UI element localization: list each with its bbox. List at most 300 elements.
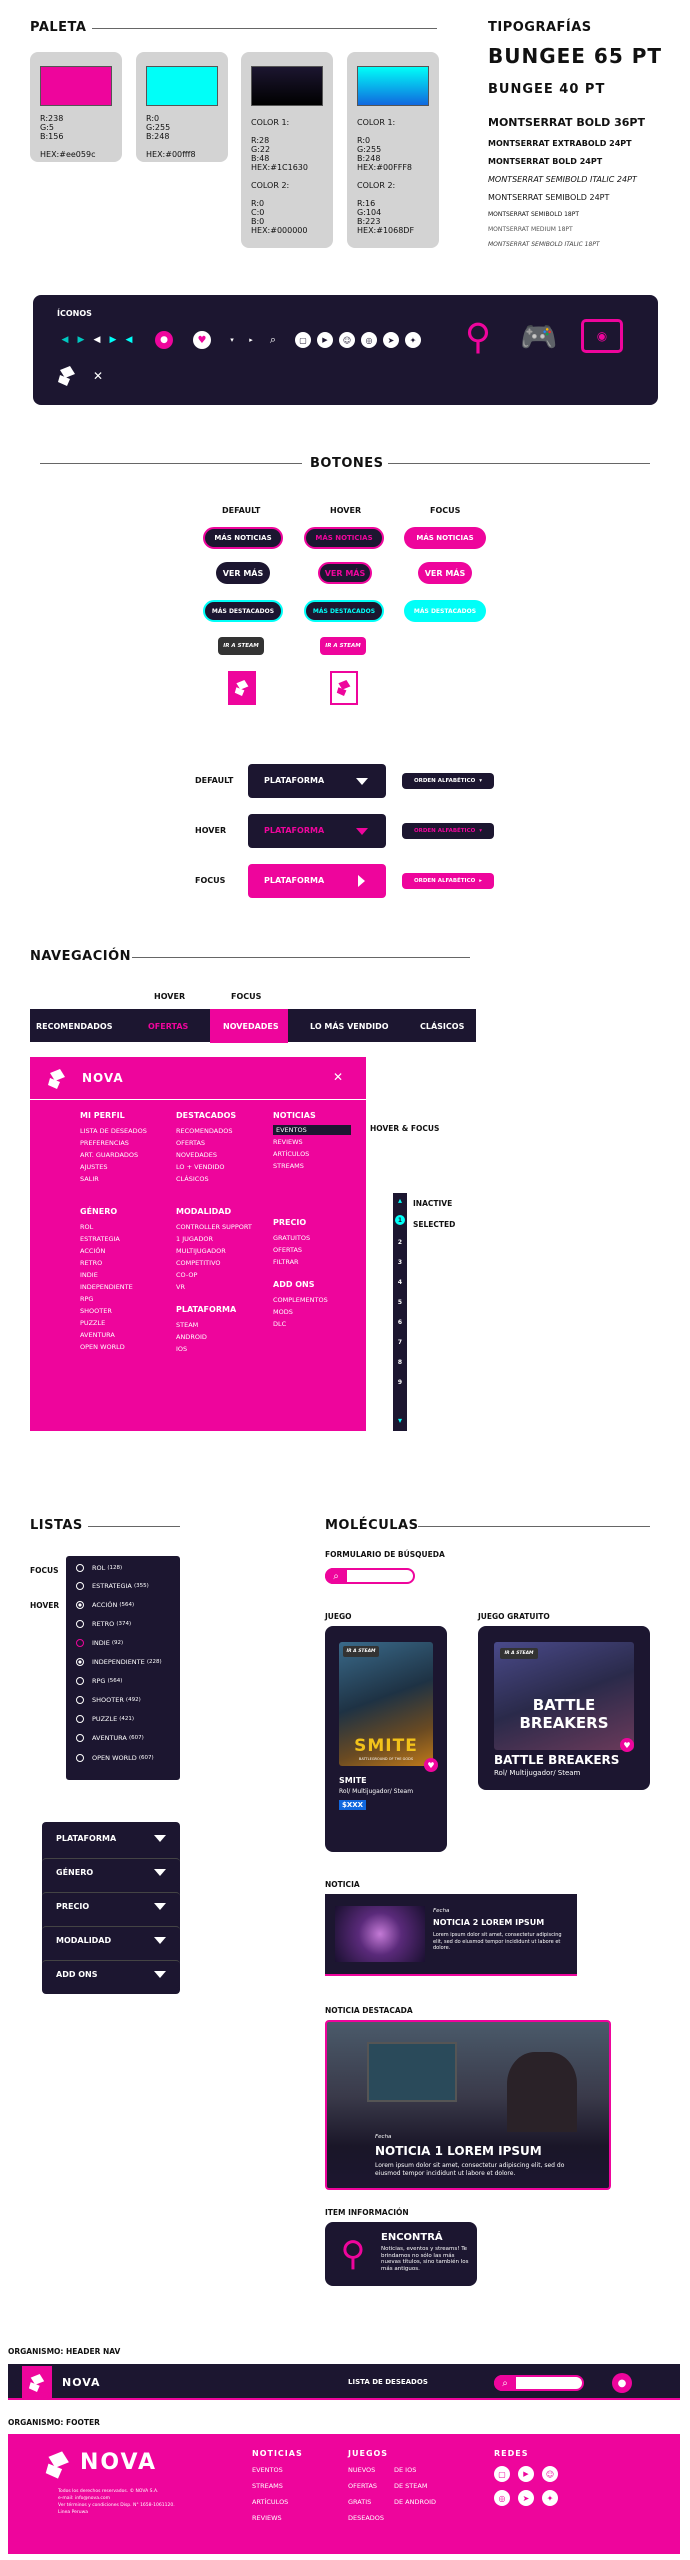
page-selected[interactable]: 1 [395, 1215, 405, 1225]
logo-button[interactable] [228, 671, 256, 705]
menu-link[interactable]: ART. GUARDADOS [80, 1151, 139, 1159]
menu-link[interactable]: SALIR [80, 1175, 99, 1183]
footer-heading: NOTICIAS [252, 2449, 303, 2458]
info-item-title: ENCONTRÁ [381, 2232, 443, 2243]
menu-link[interactable]: OFERTAS [273, 1246, 303, 1254]
platform-select-label: PLATAFORMA [264, 776, 325, 785]
swatch-gradient [347, 52, 439, 248]
state-label: FOCUS [430, 506, 461, 515]
color-chip [40, 66, 112, 106]
menu-link[interactable]: MULTIJUGADOR [176, 1247, 226, 1255]
free-game-card[interactable] [478, 1626, 650, 1790]
wishlist-heart-icon[interactable]: ♥ [620, 1738, 634, 1752]
footer-column-games [348, 2446, 388, 2526]
telegram-icon[interactable]: ➤ [383, 332, 399, 348]
divider [88, 1526, 180, 1527]
filter-label: ADD ONS [56, 1970, 98, 1979]
search-form[interactable] [325, 1568, 415, 1584]
divider [30, 1099, 366, 1100]
lists-title: LISTAS [30, 1518, 83, 1533]
menu-heading: MI PERFIL [80, 1111, 125, 1120]
radio-icon [76, 1639, 84, 1647]
menu-link[interactable]: OPEN WORLD [80, 1343, 125, 1351]
footer-link[interactable]: NUEVOS [348, 2466, 376, 2474]
menu-heading: GÉNERO [80, 1207, 118, 1216]
menu-heading: PLATAFORMA [176, 1305, 237, 1314]
menu-link[interactable]: FILTRAR [273, 1258, 299, 1266]
inactive-label: INACTIVE [413, 1199, 453, 1208]
footer-link[interactable]: DESEADOS [348, 2514, 385, 2522]
list-item[interactable] [76, 1582, 149, 1590]
list-item-count: (355) [133, 1583, 149, 1589]
game-price: $XXX [339, 1800, 366, 1810]
radio-icon [76, 1582, 84, 1590]
footer-link[interactable]: EVENTOS [252, 2466, 283, 2474]
sort-select-hover[interactable] [402, 823, 494, 839]
user-icon[interactable]: ● [155, 331, 173, 349]
search-form-label: FORMULARIO DE BÚSQUEDA [325, 1550, 445, 1559]
footer-link[interactable]: DE IOS [394, 2466, 417, 2474]
menu-link[interactable]: PREFERENCIAS [80, 1139, 129, 1147]
magnifier-star-icon: ⚲ [464, 316, 492, 358]
nav-item-novedades[interactable]: NOVEDADES [223, 1022, 279, 1031]
more-news-button-focus[interactable]: MÁS NOTICIAS [404, 527, 486, 549]
see-more-button[interactable]: VER MÁS [216, 562, 270, 584]
hover-label: HOVER [30, 1601, 60, 1610]
platform-select-hover[interactable] [248, 814, 386, 848]
list-item-label: INDIE [92, 1639, 110, 1647]
list-item-count: (564) [107, 1678, 123, 1684]
chevron-down-icon [356, 828, 368, 841]
type-sample: MONTSERRAT EXTRABOLD 24PT [488, 139, 632, 148]
footer-legal: Todos los derechos reservados. © NOVA S.A. e-mail: info@nova.com Ver términos y condiciones Disp. N° 1658-1061120. Linea Peruwa [58, 2489, 175, 2515]
featured-news-card[interactable] [325, 2020, 611, 2190]
selected-label: SELECTED [413, 1220, 456, 1229]
radio-icon [76, 1715, 84, 1723]
footer-link[interactable]: DE ANDROID [394, 2498, 437, 2506]
type-sample: BUNGEE 65 PT [488, 44, 663, 68]
twitch-icon[interactable]: ▢ [494, 2466, 510, 2482]
radio-icon [76, 1620, 84, 1628]
featured-news-label: NOTICIA DESTACADA [325, 2006, 413, 2015]
gamepad-icon: 🎮 [520, 319, 558, 355]
focus-label: FOCUS [231, 992, 262, 1001]
pagination [393, 1193, 407, 1431]
page-number[interactable]: 6 [397, 1318, 403, 1326]
divider [92, 28, 437, 29]
list-item-count: (228) [146, 1659, 162, 1665]
brand-name[interactable]: NOVA [62, 2376, 101, 2389]
arrow-right-icon[interactable]: ▶ [109, 335, 117, 345]
news-body: Lorem ipsum dolor sit amet, consectetur adipiscing elit, sed do eiusmod tempor incididunt ut labore et dolore. [433, 1932, 562, 1951]
menu-link[interactable]: MODS [273, 1308, 293, 1316]
menu-link[interactable]: NOVEDADES [176, 1151, 217, 1159]
close-icon[interactable]: ✕ [332, 1070, 344, 1084]
free-game-cover-title-1: BATTLE [532, 1696, 596, 1714]
page-number[interactable]: 4 [397, 1278, 403, 1286]
sort-label: ORDEN ALFABÉTICO [413, 778, 476, 784]
state-label: HOVER [330, 506, 362, 515]
list-item-label: PUZZLE [92, 1715, 118, 1723]
footer-link[interactable]: DE STEAM [394, 2482, 428, 2490]
more-featured-button-hover[interactable]: MÁS DESTACADOS [304, 600, 384, 622]
info-item-body: Noticias, eventos y streams! Te brindamos no sólo las más nuevas títulos, sino también los más antiguos. [381, 2246, 469, 2272]
sort-label: ORDEN ALFABÉTICO [413, 878, 476, 884]
list-item-hover[interactable] [76, 1639, 123, 1647]
menu-heading: DESTACADOS [176, 1111, 237, 1120]
news-image [335, 1906, 425, 1962]
see-more-button-hover[interactable]: VER MÁS [318, 562, 372, 584]
menu-heading: ADD ONS [273, 1280, 315, 1289]
menu-link[interactable]: AVENTURA [80, 1331, 115, 1339]
menu-link[interactable]: IOS [176, 1345, 188, 1353]
steam-button[interactable]: IR A STEAM [218, 637, 264, 655]
footer-column-platforms [394, 2462, 436, 2510]
chevron-right-icon[interactable]: ▸ [249, 336, 253, 344]
filter-modality[interactable] [42, 1926, 180, 1954]
footer-link[interactable]: GRATIS [348, 2498, 372, 2506]
footer-heading: REDES [494, 2449, 529, 2458]
youtube-icon[interactable]: ▶ [317, 332, 333, 348]
navigation-title: NAVEGACIÓN [30, 949, 132, 964]
swatch-values: R:238 G:5 B:156 HEX:#ee059c [40, 114, 96, 159]
page-number[interactable]: 9 [397, 1378, 403, 1386]
list-item-label: INDEPENDIENTE [92, 1658, 145, 1666]
menu-link[interactable]: CONTROLLER SUPPORT [176, 1223, 252, 1231]
filter-price[interactable] [42, 1892, 180, 1920]
page-number[interactable]: 8 [397, 1358, 403, 1366]
footer-brand: NOVA [80, 2450, 158, 2475]
featured-news-body: Lorem ipsum dolor sit amet, consectetur adipiscing elit, sed do eiusmod tempor incididunt ut labore et dolore. [375, 2162, 565, 2177]
list-item-label: ESTRATEGIA [92, 1582, 132, 1590]
heart-icon[interactable]: ♥ [193, 331, 211, 349]
chevron-down-icon: ▾ [479, 828, 483, 834]
footer-link[interactable]: STREAMS [252, 2482, 283, 2490]
menu-link[interactable]: LISTA DE DESEADOS [80, 1127, 147, 1135]
twitter-icon[interactable]: ✦ [542, 2490, 558, 2506]
menu-link[interactable]: OFERTAS [176, 1139, 206, 1147]
footer-column-social [494, 2446, 529, 2462]
header-nav [8, 2364, 680, 2400]
list-item[interactable] [76, 1734, 144, 1742]
featured-news-title: NOTICIA 1 LOREM IPSUM [375, 2144, 542, 2158]
info-item-card [325, 2222, 477, 2286]
menu-link[interactable]: ESTRATEGIA [80, 1235, 120, 1243]
hover-focus-label: HOVER & FOCUS [370, 1124, 440, 1133]
radio-icon [76, 1696, 84, 1704]
list-item[interactable] [76, 1696, 141, 1704]
game-card[interactable] [325, 1626, 447, 1852]
menu-heading: MODALIDAD [176, 1207, 232, 1216]
free-game-genre: Rol/ Multijugador/ Steam [494, 1769, 581, 1777]
free-game-cover [494, 1642, 634, 1750]
logo-icon [57, 365, 77, 387]
list-item-count: (492) [125, 1697, 141, 1703]
more-featured-button-focus[interactable]: MÁS DESTACADOS [404, 600, 486, 622]
platform-select-focus[interactable] [248, 864, 386, 898]
type-sample: MONTSERRAT SEMIBOLD 18PT [488, 211, 580, 218]
menu-link[interactable]: CO-OP [176, 1271, 198, 1279]
logo-icon [44, 2450, 72, 2480]
chevron-down-icon [356, 778, 368, 791]
list-item[interactable] [76, 1677, 122, 1685]
platform-select-label: PLATAFORMA [264, 826, 325, 835]
instagram-icon[interactable]: ◎ [494, 2490, 510, 2506]
arrow-left-icon[interactable]: ◀ [125, 335, 133, 345]
type-sample: MONTSERRAT SEMIBOLD 24PT [488, 193, 610, 202]
sort-select[interactable] [402, 773, 494, 789]
footer-link[interactable]: ARTÍCULOS [252, 2498, 289, 2506]
more-news-button-hover[interactable]: MÁS NOTICIAS [304, 527, 384, 549]
radio-icon [76, 1734, 84, 1742]
filter-label: PLATAFORMA [56, 1833, 117, 1843]
magnifier-star-icon: ⚲ [340, 2234, 366, 2274]
row-state-label: DEFAULT [195, 776, 234, 785]
search-input[interactable] [494, 2375, 584, 2391]
chevron-right-icon [358, 875, 371, 887]
nav-item-mas-vendido[interactable]: LO MÁS VENDIDO [310, 1022, 389, 1031]
swatch-cyan [136, 52, 228, 162]
type-sample: MONTSERRAT SEMIBOLD ITALIC 18PT [488, 241, 600, 248]
list-item[interactable] [76, 1658, 162, 1666]
chevron-down-icon: ▾ [479, 778, 483, 784]
free-game-label: JUEGO GRATUITO [478, 1612, 550, 1621]
footer-section-label: ORGANISMO: FOOTER [8, 2418, 100, 2427]
type-sample: MONTSERRAT BOLD 24PT [488, 157, 603, 166]
page-number[interactable]: 7 [397, 1338, 403, 1346]
menu-link[interactable]: DLC [273, 1320, 287, 1328]
filter-label: GÉNERO [56, 1868, 94, 1877]
menu-link[interactable]: STEAM [176, 1321, 199, 1329]
menu-link[interactable]: REVIEWS [273, 1138, 303, 1146]
list-item[interactable] [76, 1754, 154, 1762]
filter-platform[interactable] [42, 1824, 180, 1852]
list-item-count: (92) [111, 1640, 124, 1646]
youtube-icon[interactable]: ▶ [518, 2466, 534, 2482]
type-sample: MONTSERRAT MEDIUM 18PT [488, 226, 573, 233]
nav-item-ofertas[interactable]: OFERTAS [148, 1022, 189, 1031]
menu-link[interactable]: ROL [80, 1223, 94, 1231]
more-news-button[interactable]: MÁS NOTICIAS [203, 527, 283, 549]
news-label: NOTICIA [325, 1880, 360, 1889]
more-featured-button[interactable]: MÁS DESTACADOS [203, 600, 283, 622]
list-item-label: RETRO [92, 1620, 115, 1628]
menu-column-2 [176, 1109, 252, 1355]
header-section-label: ORGANISMO: HEADER NAV [8, 2347, 121, 2356]
featured-news-date: Fecha [375, 2134, 392, 2140]
nav-item-clasicos[interactable]: CLÁSICOS [420, 1022, 465, 1031]
radio-icon [76, 1754, 84, 1762]
list-item[interactable] [76, 1564, 122, 1572]
menu-link[interactable]: INDIE [80, 1271, 98, 1279]
steam-tag: IR A STEAM [500, 1648, 538, 1659]
focus-label: FOCUS [30, 1566, 59, 1575]
radio-icon [76, 1677, 84, 1685]
arrow-left-icon[interactable]: ◀ [93, 335, 101, 345]
list-item-focused[interactable] [76, 1601, 134, 1609]
mega-menu [30, 1057, 366, 1431]
news-card[interactable] [325, 1894, 577, 1976]
swatch-dark [241, 52, 333, 248]
platform-select[interactable] [248, 764, 386, 798]
list-item-label: ROL [92, 1564, 106, 1572]
type-sample: MONTSERRAT SEMIBOLD ITALIC 24PT [488, 175, 637, 184]
divider [418, 1526, 650, 1527]
radio-icon [76, 1564, 84, 1572]
chevron-down-icon[interactable]: ▾ [397, 1415, 402, 1425]
color-chip [146, 66, 218, 106]
menu-link[interactable]: ARTÍCULOS [273, 1150, 310, 1158]
wishlist-link[interactable]: LISTA DE DESEADOS [348, 2378, 428, 2386]
buttons-title: BOTONES [310, 456, 384, 471]
menu-heading: PRECIO [273, 1218, 307, 1227]
twitch-icon[interactable]: ▢ [295, 332, 311, 348]
close-icon[interactable]: ✕ [92, 369, 104, 383]
chevron-down-icon[interactable]: ▾ [230, 336, 234, 344]
chevron-up-icon[interactable]: ▴ [397, 1195, 402, 1205]
filter-genre[interactable] [42, 1858, 180, 1886]
game-cover-title: SMITE [354, 1736, 418, 1756]
list-item-label: SHOOTER [92, 1696, 124, 1704]
arrow-left-icon[interactable]: ◀ [61, 335, 69, 345]
search-icon[interactable]: ⌕ [269, 333, 277, 346]
footer-heading: JUEGOS [348, 2449, 389, 2458]
row-state-label: HOVER [195, 826, 227, 835]
info-item-label: ITEM INFORMACIÓN [325, 2208, 409, 2217]
main-nav [30, 1008, 476, 1042]
search-icon: ⌕ [325, 1568, 347, 1584]
menu-link[interactable]: RETRO [80, 1259, 103, 1267]
game-label: JUEGO [325, 1612, 352, 1621]
icons-panel [33, 295, 658, 405]
nav-item-recomendados[interactable]: RECOMENDADOS [36, 1022, 113, 1031]
platform-select-label: PLATAFORMA [264, 876, 325, 885]
list-item-label: OPEN WORLD [92, 1754, 137, 1762]
molecules-title: MOLÉCULAS [325, 1518, 419, 1533]
menu-link[interactable]: COMPLEMENTOS [273, 1296, 328, 1304]
menu-link[interactable]: SHOOTER [80, 1307, 112, 1315]
menu-link-focused[interactable]: EVENTOS [273, 1125, 351, 1135]
divider [40, 463, 302, 464]
type-sample: BUNGEE 40 PT [488, 82, 606, 97]
filter-label: MODALIDAD [56, 1936, 112, 1945]
swatch-values: COLOR 1: R:28 G:22 B:48 HEX:#1C1630 COLOR 2: R:0 C:0 B:0 HEX:#000000 [251, 118, 308, 235]
menu-link[interactable]: INDEPENDIENTE [80, 1283, 133, 1291]
footer-link[interactable]: REVIEWS [252, 2514, 282, 2522]
footer-link[interactable]: OFERTAS [348, 2482, 378, 2490]
menu-link[interactable]: ACCIÓN [80, 1247, 106, 1255]
list-item-count: (421) [119, 1716, 135, 1722]
list-item-label: AVENTURA [92, 1734, 127, 1742]
logo-button[interactable] [22, 2366, 52, 2400]
instagram-icon[interactable]: ◎ [361, 332, 377, 348]
icons-title: ÍCONOS [57, 309, 92, 318]
typography-title: TIPOGRAFÍAS [488, 20, 592, 35]
list-item-count: (128) [107, 1565, 123, 1571]
user-icon[interactable]: ● [612, 2373, 632, 2393]
footer-column-news [252, 2446, 303, 2526]
type-sample: MONTSERRAT BOLD 36PT [488, 116, 645, 129]
menu-link[interactable]: STREAMS [273, 1162, 304, 1170]
see-more-button-focus[interactable]: VER MÁS [418, 562, 472, 584]
discord-icon[interactable]: ☺ [339, 332, 355, 348]
featured-news-image-person [507, 2052, 577, 2132]
menu-link[interactable]: GRATUITOS [273, 1234, 311, 1242]
sort-label: ORDEN ALFABÉTICO [413, 828, 476, 834]
menu-link[interactable]: CLÁSICOS [176, 1175, 209, 1183]
list-item[interactable] [76, 1715, 134, 1723]
menu-link[interactable]: 1 JUGADOR [176, 1235, 213, 1243]
free-game-title: BATTLE BREAKERS [494, 1753, 620, 1767]
hover-label: HOVER [154, 992, 186, 1001]
news-title: NOTICIA 2 LOREM IPSUM [433, 1918, 545, 1927]
game-genre: Rol/ Multijugador/ Steam [339, 1788, 414, 1795]
page-number[interactable]: 5 [397, 1298, 403, 1306]
telegram-icon[interactable]: ➤ [518, 2490, 534, 2506]
list-item-count: (607) [128, 1735, 144, 1741]
menu-link[interactable]: LO + VENDIDO [176, 1163, 225, 1171]
sort-select-focus[interactable] [402, 873, 494, 889]
list-item[interactable] [76, 1620, 131, 1628]
menu-heading: NOTICIAS [273, 1111, 316, 1120]
swatch-values: COLOR 1: R:0 G:255 B:248 HEX:#00FFF8 COLOR 2: R:16 G:104 B:223 HEX:#1068DF [357, 118, 415, 235]
filter-label: PRECIO [56, 1902, 90, 1911]
menu-link[interactable]: RECOMENDADOS [176, 1127, 233, 1135]
menu-link[interactable]: ANDROID [176, 1333, 207, 1341]
divider [388, 463, 650, 464]
featured-news-image [367, 2042, 457, 2102]
list-item-count: (374) [116, 1621, 132, 1627]
game-title: SMITE [339, 1776, 367, 1785]
color-chip [357, 66, 429, 106]
swatch-pink [30, 52, 122, 162]
radio-checked-icon [76, 1601, 84, 1609]
row-state-label: FOCUS [195, 876, 226, 885]
menu-column-1 [80, 1109, 147, 1353]
menu-link[interactable]: VR [176, 1283, 185, 1291]
page-number[interactable]: 2 [397, 1238, 403, 1246]
twitter-icon[interactable]: ✦ [405, 332, 421, 348]
wishlist-heart-icon[interactable]: ♥ [424, 1758, 438, 1772]
menu-link[interactable]: RPG [80, 1295, 94, 1303]
menu-column-3 [273, 1109, 351, 1330]
page-number[interactable]: 3 [397, 1258, 403, 1266]
steam-button-hover[interactable]: IR A STEAM [320, 637, 366, 655]
divider [132, 957, 470, 958]
arrow-right-icon[interactable]: ▶ [77, 335, 85, 345]
brand-name: NOVA [82, 1071, 124, 1085]
steam-tag: IR A STEAM [343, 1646, 379, 1657]
palette-title: PALETA [30, 20, 87, 35]
chevron-right-icon: ▸ [479, 878, 483, 884]
streaming-icon: ◉ [581, 319, 623, 353]
list-item-label: RPG [92, 1677, 106, 1685]
game-cover [339, 1642, 433, 1766]
discord-icon[interactable]: ☺ [542, 2466, 558, 2482]
logo-button-hover[interactable] [330, 671, 358, 705]
swatch-values: R:0 G:255 B:248 HEX:#00fff8 [146, 114, 196, 159]
radio-checked-icon [76, 1658, 84, 1666]
news-date: Fecha [433, 1908, 450, 1914]
state-label: DEFAULT [222, 506, 261, 515]
menu-link[interactable]: AJUSTES [80, 1163, 108, 1171]
menu-link[interactable]: COMPETITIVO [176, 1259, 221, 1267]
game-cover-subtitle: BATTLEGROUND OF THE GODS [358, 1757, 414, 1761]
footer [8, 2434, 680, 2554]
filter-addons[interactable] [42, 1960, 180, 1988]
menu-link[interactable]: PUZZLE [80, 1319, 106, 1327]
list-item-count: (607) [138, 1755, 154, 1761]
